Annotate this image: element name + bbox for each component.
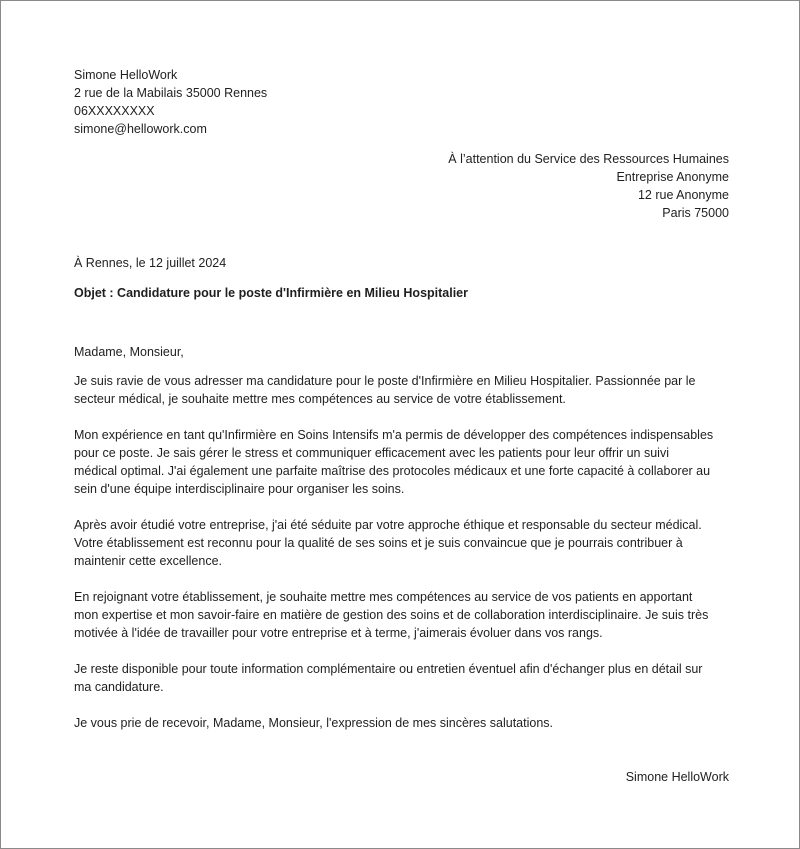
paragraph-line: En rejoignant votre établissement, je souhaite mettre mes compétences au service de vos patients en apportant	[74, 590, 693, 604]
paragraph-line: ma candidature.	[74, 680, 164, 694]
paragraph-line: sein d'une équipe interdisciplinaire pour organiser les soins.	[74, 482, 405, 496]
sender-email: simone@hellowork.com	[74, 122, 207, 136]
recipient-street: 12 rue Anonyme	[637, 188, 729, 202]
sender-name: Simone HelloWork	[74, 68, 178, 82]
paragraph-line: pour ce poste. Je sais gérer le stress et communiquer efficacement avec les patients pour leur offrir un suivi	[74, 446, 669, 460]
paragraph-6	[74, 714, 729, 732]
sender-block	[74, 66, 729, 138]
recipient-attention: À l’attention du Service des Ressources Humaines	[448, 152, 729, 166]
recipient-company: Entreprise Anonyme	[616, 170, 729, 184]
paragraph-line: médical optimal. J'ai également une parfaite maîtrise des protocoles médicaux et une forte capacité à collaborer au	[74, 464, 711, 478]
paragraph-line: mon expertise et mon savoir-faire en matière de gestion des soins et de collaboration interdisciplinaire. Je suis très	[74, 608, 709, 622]
paragraph-line: Je reste disponible pour toute information complémentaire ou entretien éventuel afin d'échanger plus en détail sur	[74, 662, 703, 676]
paragraph-5	[74, 660, 729, 696]
paragraph-3	[74, 516, 729, 570]
paragraph-line: Mon expérience en tant qu'Infirmière en Soins Intensifs m'a permis de développer des compétences indispensables	[74, 428, 714, 442]
date-line: À Rennes, le 12 juillet 2024	[74, 256, 227, 270]
recipient-block	[74, 150, 729, 222]
signature: Simone HelloWork	[625, 770, 729, 784]
paragraph-line: Votre établissement est reconnu pour la qualité de ses soins et je suis convaincue que je pourrais contribuer à	[74, 536, 683, 550]
paragraph-line: Après avoir étudié votre entreprise, j'ai été séduite par votre approche éthique et responsable du secteur médical.	[74, 518, 702, 532]
paragraph-4	[74, 588, 729, 642]
recipient-city: Paris 75000	[662, 206, 729, 220]
sender-phone: 06XXXXXXXX	[74, 104, 155, 118]
paragraph-line: secteur médical, je souhaite mettre mes compétences au service de votre établissement.	[74, 392, 566, 406]
paragraph-line: maintenir cette excellence.	[74, 554, 222, 568]
paragraph-line: Je suis ravie de vous adresser ma candidature pour le poste d'Infirmière en Milieu Hospitalier. Passionnée par le	[74, 374, 696, 388]
greeting: Madame, Monsieur,	[74, 345, 184, 359]
paragraph-line: Je vous prie de recevoir, Madame, Monsieur, l'expression de mes sincères salutations.	[74, 716, 554, 730]
paragraph-1	[74, 372, 729, 408]
subject-line: Objet : Candidature pour le poste d'Infirmière en Milieu Hospitalier	[74, 286, 469, 300]
sender-address: 2 rue de la Mabilais 35000 Rennes	[74, 86, 268, 100]
paragraph-2	[74, 426, 729, 498]
paragraph-line: motivée à l'idée de travailler pour votre entreprise et à terme, j'aimerais évoluer dans vos rangs.	[74, 626, 603, 640]
